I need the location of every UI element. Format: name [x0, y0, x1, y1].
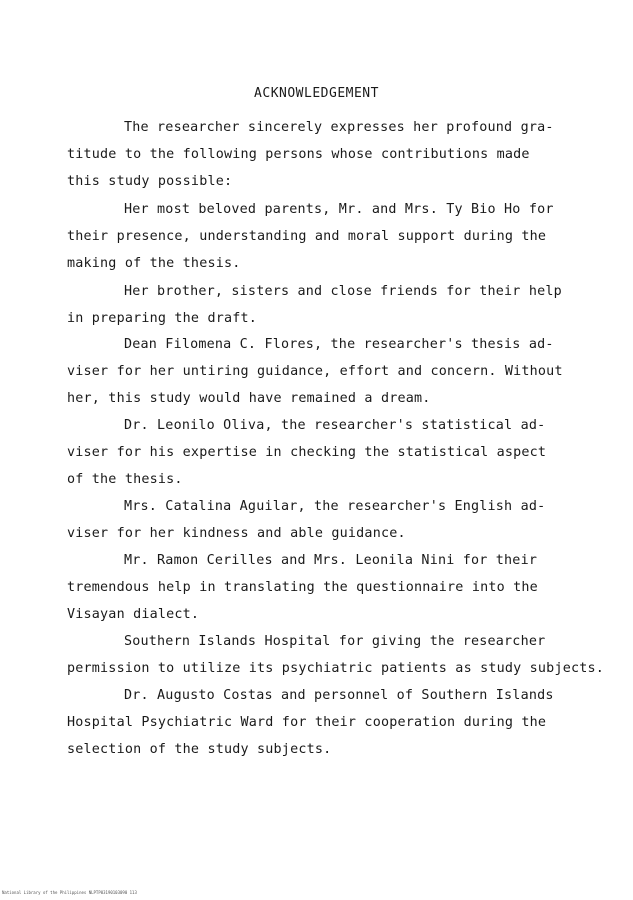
text-line: viser for her kindness and able guidance. — [67, 526, 406, 541]
text-line: permission to utilize its psychiatric patients as study subjects. — [67, 661, 605, 676]
scan-footer: National Library of the Philippines NLPTP03190103090 113 — [2, 890, 137, 895]
text-line: Southern Islands Hospital for giving the researcher — [124, 634, 546, 649]
text-line: Dean Filomena C. Flores, the researcher's thesis ad- — [124, 337, 554, 352]
text-line: making of the thesis. — [67, 256, 241, 271]
text-line: Dr. Augusto Costas and personnel of Southern Islands — [124, 688, 554, 703]
text-line: this study possible: — [67, 174, 233, 189]
text-line: titude to the following persons whose contributions made — [67, 147, 530, 162]
page-title: ACKNOWLEDGEMENT — [254, 86, 379, 101]
text-line: of the thesis. — [67, 472, 183, 487]
text-line: Hospital Psychiatric Ward for their cooperation during the — [67, 715, 547, 730]
text-line: Her most beloved parents, Mr. and Mrs. Ty Bio Ho for — [124, 202, 554, 217]
text-line: tremendous help in translating the questionnaire into the — [67, 580, 538, 595]
text-line: Dr. Leonilo Oliva, the researcher's statistical ad- — [124, 418, 546, 433]
text-line: Visayan dialect. — [67, 607, 200, 622]
text-line: her, this study would have remained a dream. — [67, 391, 431, 406]
text-line: Mr. Ramon Cerilles and Mrs. Leonila Nini for their — [124, 553, 538, 568]
text-line: viser for his expertise in checking the statistical aspect — [67, 445, 547, 460]
text-line: Her brother, sisters and close friends for their help — [124, 284, 562, 299]
text-line: viser for her untiring guidance, effort and concern. Without — [67, 364, 563, 379]
text-line: in preparing the draft. — [67, 311, 258, 326]
text-line: The researcher sincerely expresses her profound gra- — [124, 120, 554, 135]
text-line: selection of the study subjects. — [67, 742, 332, 757]
text-line: Mrs. Catalina Aguilar, the researcher's English ad- — [124, 499, 546, 514]
text-line: their presence, understanding and moral support during the — [67, 229, 547, 244]
